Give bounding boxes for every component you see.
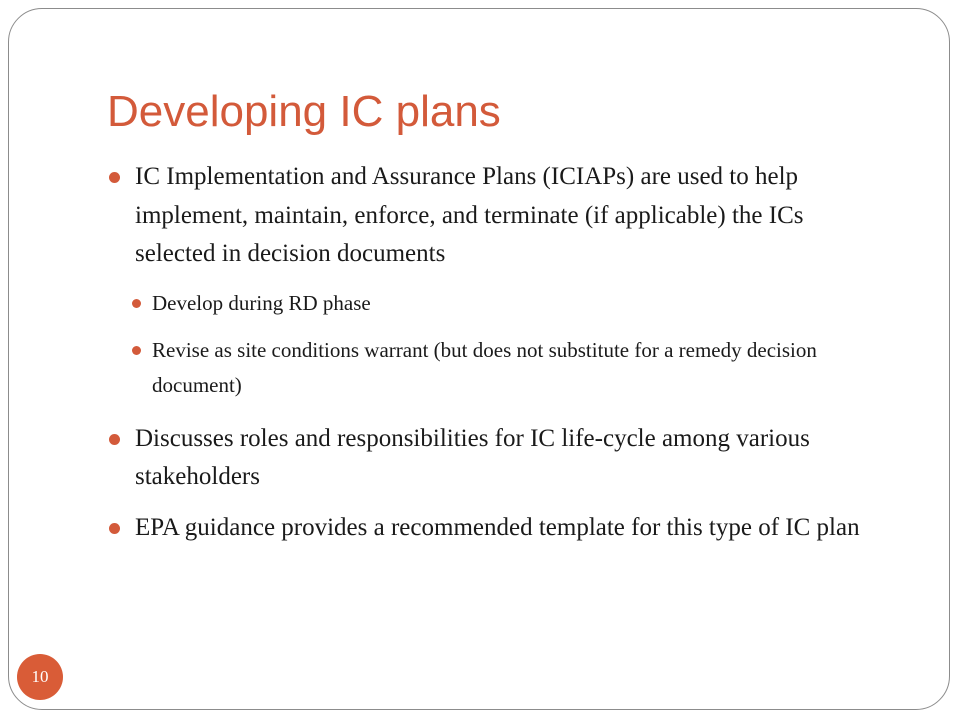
sub-bullet-text: Revise as site conditions warrant (but does not substitute for a remedy decision document) bbox=[152, 337, 817, 397]
bullet-dot-icon bbox=[109, 434, 120, 445]
sub-bullet-dot-icon bbox=[132, 346, 141, 355]
bullet-3 bbox=[106, 509, 866, 548]
sub-bullet-1-1 bbox=[106, 286, 866, 321]
bullet-dot-icon bbox=[109, 172, 120, 183]
bullet-dot-icon bbox=[109, 523, 120, 534]
slide-title: Developing IC plans bbox=[107, 87, 501, 136]
bullet-2 bbox=[106, 420, 866, 497]
sub-bullet-1-2 bbox=[106, 333, 866, 403]
sub-bullet-dot-icon bbox=[132, 299, 141, 308]
sub-bullet-text: Develop during RD phase bbox=[152, 290, 371, 315]
slide-content bbox=[106, 158, 866, 547]
bullet-text: IC Implementation and Assurance Plans (ICIAPs) are used to help implement, maintain, enforce, and terminate (if applicable) the ICs selected in decision documents bbox=[135, 163, 804, 267]
bullet-text: Discusses roles and responsibilities for IC life-cycle among various stakeholders bbox=[135, 424, 810, 490]
bullet-text: EPA guidance provides a recommended template for this type of IC plan bbox=[135, 513, 860, 541]
bullet-1 bbox=[106, 158, 866, 274]
slide-number-badge: 10 bbox=[17, 654, 63, 700]
